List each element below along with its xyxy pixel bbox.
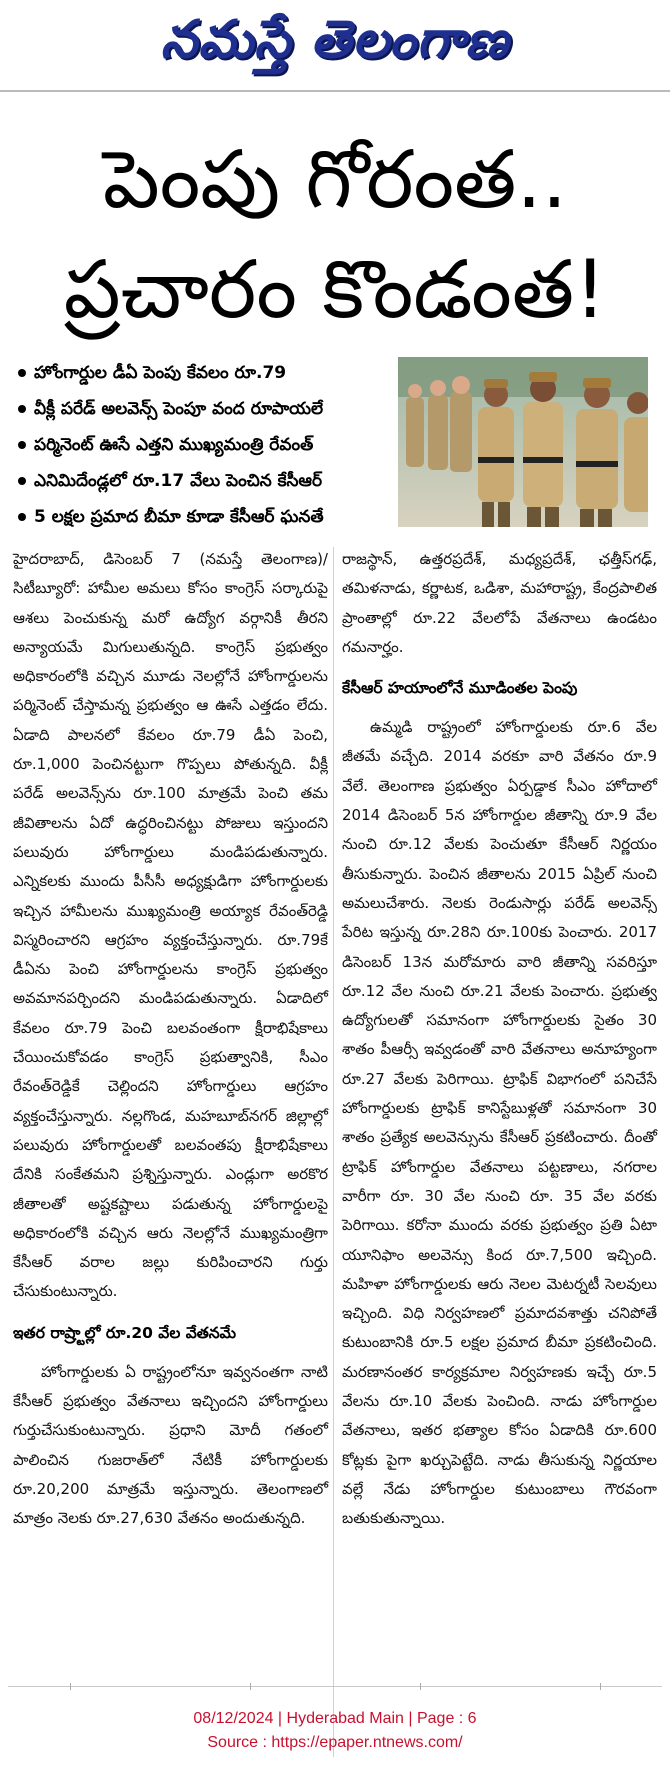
key-points-list: [18, 355, 398, 535]
key-point-text: హోంగార్డుల డీఏ పెంపు కేవలం రూ.79: [34, 363, 287, 383]
key-point: [18, 463, 398, 499]
bullet-icon: [18, 405, 26, 413]
key-point-text: పర్మినెంట్ ఊసే ఎత్తని ముఖ్యమంత్రి రేవంత్: [34, 435, 314, 455]
masthead-rule: [0, 90, 670, 92]
footer-tick: [420, 1683, 421, 1690]
footer-rule: [8, 1686, 662, 1687]
footer-source-link[interactable]: Source : https://epaper.ntnews.com/: [207, 1734, 463, 1751]
home-guards-photo: [398, 357, 648, 527]
home-guards-photo-icon: [398, 357, 648, 527]
headline-line-1: పెంపు గోరంత..: [102, 133, 568, 226]
bullet-icon: [18, 369, 26, 377]
article-subheading: కేసీఆర్ హయాంలోనే మూడింతల పెంపు: [342, 679, 578, 698]
footer-edition: 08/12/2024 | Hyderabad Main | Page : 6: [193, 1710, 477, 1727]
key-point-text: 5 లక్షల ప్రమాద బీమా కూడా కేసీఆర్ ఘనతే: [34, 507, 324, 527]
article-paragraph: ఉమ్మడి రాష్ట్రంలో హోంగార్డులకు రూ.6 వేల జీతమే వచ్చేది. 2014 వరకూ వారి వేతనం రూ.9 వేలే. తెలంగాణ ప్రభుత్వం ఏర్పడ్డాక సీఎం హోదాలో 2014 డిసెంబర్ 5న హోంగార్డుల జీతాన్ని రూ.9 వేల నుంచి రూ.12 వేలకు పెంచుతూ కేసీఆర్ నిర్ణయం తీసుకున్నారు. పెంచిన జీతాలను 2015 ఏప్రిల్ నుంచి అమలుచేశారు. నెలకు రెండుసార్లు పరేడ్ అలవెన్స్ పేరిట ఇస్తున్న రూ.28ని రూ.100కు పెంచారు. 2017 డిసెంబర్ 13న మరోమారు వారి జీతాన్ని సవరిస్తూ రూ.12 వేల నుంచి రూ.21 వేలకు పెంచారు. ప్రభుత్వ ఉద్యోగులతో సమానంగా హోంగార్డులకు సైతం 30 శాతం పీఆర్సీ ఇవ్వడంతో వారి వేతనాలు అనూహ్యంగా రూ.27 వేలకు పెరిగాయి. ట్రాఫిక్ విభాగంలో పనిచేసే హోంగార్డులకు ట్రాఫిక్ కానిస్టేబుళ్లతో సమానంగా 30 శాతం ప్రత్యేక అలవెన్సును కేసీఆర్ ప్రకటించారు. దీంతో ట్రాఫిక్ హోంగార్డుల వేతనాలు పట్టణాలు, నగరాల వారీగా రూ. 30 వేల నుంచి రూ. 35 వేల వరకు పెరిగాయి. కరోనా ముందు వరకు ప్రభుత్వం ప్రతి ఏటా యూనిఫాం అలవెన్సు కింద రూ.7,500 ఇచ్చింది. మహిళా హోంగార్డులకు ఆరు నెలల మెటర్నటీ సెలవులు ఇచ్చింది. విధి నిర్వహణలో ప్రమాదవశాత్తు చనిపోతే కుటుంబానికి రూ.5 లక్షల ప్రమాద బీమా ప్రకటించింది. మరణానంతర కార్యక్రమాల నిర్వహణకు ఇచ్చే రూ.5 వేలను రూ.10 వేలకు పెంచింది. నాడు హోంగార్డుల వేతనాలు, ఇతర భత్యాల కోసం ఏడాదికి రూ.600 కోట్లకు పైగా ఖర్చుపెట్టేది. నాడు తీసుకున్న నిర్ణయాల వల్లే నేడు హోంగార్డుల కుటుంబాలు గౌరవంగా బతుకుతున్నాయి.: [342, 718, 657, 1528]
article-column-left: [13, 545, 328, 1534]
key-point-text: వీక్లీ పరేడ్ అలవెన్స్ పెంపూ వంద రూపాయలే: [34, 399, 324, 419]
article-paragraph: హోంగార్డులకు ఏ రాష్ట్రంలోనూ ఇవ్వనంతగా నాటి కేసీఆర్ ప్రభుత్వం వేతనాలు ఇచ్చిందని హోంగార్డులు గుర్తుచేసుకుంటున్నారు. ప్రధాని మోదీ గతంలో పాలించిన గుజరాత్‌లో నేటికీ హోంగార్డులకు రూ.20,200 మాత్రమే ఇస్తున్నారు. తెలంగాణలో మాత్రం నెలకు రూ.27,630 వేతనం అందుతున్నది.: [13, 1362, 328, 1528]
key-point: [18, 427, 398, 463]
key-point: [18, 499, 398, 535]
key-point: [18, 391, 398, 427]
masthead-title: నమస్తే తెలంగాణ: [160, 10, 510, 70]
masthead: [0, 0, 670, 105]
bullet-icon: [18, 441, 26, 449]
footer-tick: [70, 1683, 71, 1690]
article-paragraph: హైదరాబాద్, డిసెంబర్ 7 (నమస్తే తెలంగాణ)/సిటీబ్యూరో: హామీల అమలు కోసం కాంగ్రెస్ సర్కారుపై ఆశలు పెంచుకున్న మరో ఉద్యోగ వర్గానికీ తీరని అన్యాయమే మిగులుతున్నది. కాంగ్రెస్ ప్రభుత్వం అధికారంలోకి వచ్చిన మూడు నెలల్లోనే హోంగార్డులను పర్మినెంట్ చేస్తామన్న ప్రభుత్వం ఆ ఊసే ఎత్తడం లేదు. ఏడాది పాలనలో కేవలం రూ.79 డీఏ పెంచి, రూ.1,000 పెంచినట్టుగా గొప్పలు పోతున్నది. వీక్లీ పరేడ్ అలవెన్స్‌ను రూ.100 మాత్రమే పెంచి తమ జీవితాలను ఏదో ఉద్ధరించినట్టు పోజులు ఇస్తుందని పలువురు హోంగార్డులు మండిపడుతున్నారు. ఎన్నికలకు ముందు పీసీసీ అధ్యక్షుడిగా హోంగార్డులకు ఇచ్చిన హామీలను ముఖ్యమంత్రి అయ్యాక రేవంత్‌రెడ్డి విస్మరించారని ఆగ్రహం వ్యక్తంచేస్తున్నారు. రూ.79కే డీఏను పెంచి హోంగార్డులను కాంగ్రెస్ ప్రభుత్వం అవమానపర్చిందని మండిపడుతున్నారు. ఏడాదిలో కేవలం రూ.79 పెంచి బలవంతంగా క్షీరాభిషేకాలు చేయించుకోవడం కాంగ్రెస్ ప్రభుత్వానికి, సీఎం రేవంత్‌రెడ్డికే చెల్లిందని హోంగార్డులు ఆగ్రహం వ్యక్తంచేస్తున్నారు. నల్లగొండ, మహబూబ్‌నగర్ జిల్లాల్లో పలువురు హోంగార్డులతో బలవంతపు క్షీరాభిషేకాలు దేనికి సంకేతమని ప్రశ్నిస్తున్నారు. ఎండ్లుగా అరకొర జీతాలతో అష్టకష్టాలు పడుతున్న హోంగార్డులపై అధికారంలోకి వచ్చిన ఆరు నెలల్లోనే ముఖ్యమంత్రిగా కేసీఆర్ వరాల జల్లు కురిపించారని గుర్తు చేసుకుంటున్నారు.: [13, 550, 328, 1301]
article-paragraph: రాజస్థాన్, ఉత్తరప్రదేశ్, మధ్యప్రదేశ్, ఛత్తీస్‌గఢ్, తమిళనాడు, కర్ణాటక, ఒడిశా, మహారాష్ట్ర, కేంద్రపాలిత ప్రాంతాల్లో రూ.22 వేలలోపే వేతనాలు ఉండటం గమనార్హం.: [342, 550, 657, 656]
article-column-right: [342, 545, 657, 1534]
column-divider: [333, 547, 334, 1757]
footer-tick: [600, 1683, 601, 1690]
headline-line-2: ప్రచారం కొండంత!: [63, 243, 607, 336]
key-point: [18, 355, 398, 391]
key-point-text: ఎనిమిదేండ్లలో రూ.17 వేలు పెంచిన కేసీఆర్: [34, 471, 323, 491]
bullet-icon: [18, 513, 26, 521]
footer-tick: [250, 1683, 251, 1690]
bullet-icon: [18, 477, 26, 485]
article-subheading: ఇతర రాష్ర్టాల్లో రూ.20 వేల వేతనమే: [13, 1323, 237, 1342]
